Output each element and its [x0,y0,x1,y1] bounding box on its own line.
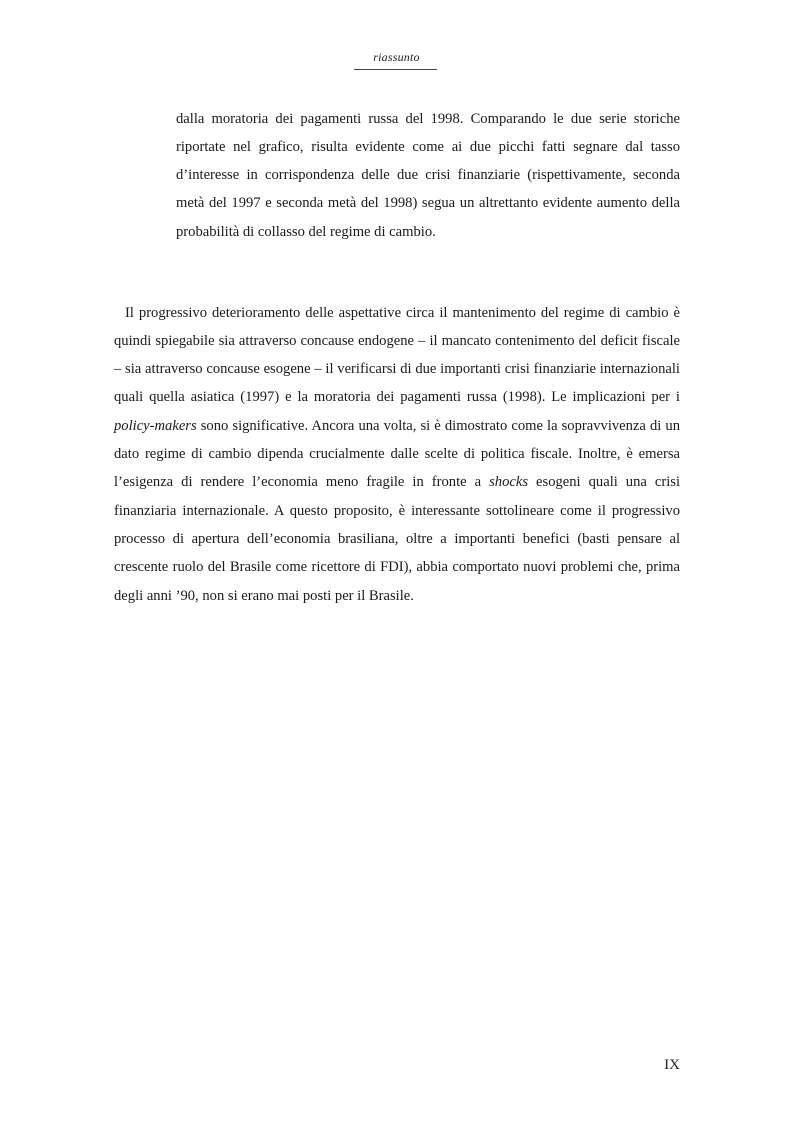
main-paragraph-italic-shocks: shocks [489,474,529,491]
header-rule [354,69,437,70]
main-paragraph-italic-policy-makers: policy-makers [114,417,197,434]
page-number: IX [664,1057,680,1073]
main-paragraph-text-3: esogeni quali una crisi finanziaria internazionale. A questo proposito, è interessante sottolineare come il progressivo processo di apertura dell’economia brasiliana, oltre a importanti benefici (basti pensare al crescente ruolo del Brasile come ricettore di FDI), abbia comportato nuovi problemi che, prima degli anni ’90, non si erano mai posti per il Brasile. [114,474,681,604]
running-title: riassunto [373,50,420,64]
main-paragraph-text-1: Il progressivo deterioramento delle aspettative circa il mantenimento del regime di cambio è quindi spiegabile sia attraverso concause endogene – il mancato contenimento del deficit fiscale – sia attraverso concause esogene – il verificarsi di due importanti crisi finanziarie internazionali quali quella asiatica (1997) e la moratoria dei pagamenti russa (1998). Le implicazioni per i [114,304,680,406]
quote-paragraph: dalla moratoria dei pagamenti russa del 1998. Comparando le due serie storiche riportate nel grafico, risulta evidente come ai due picchi fatti segnare dal tasso d’interesse in corrispondenza delle due crisi finanziarie (rispettivamente, seconda metà del 1997 e seconda metà del 1998) segua un altrettanto evidente aumento della probabilità di collasso del regime di cambio. [176,110,680,240]
main-paragraph [114,299,680,610]
main-paragraph-text-2: sono significative. Ancora una volta, si è dimostrato come la sopravvivenza di un dato regime di cambio dipenda crucialmente dalle scelte di politica fiscale. Inoltre, è emersa l’esigenza di rendere l’economia meno fragile in fronte a [114,417,680,491]
page-header [0,48,793,66]
